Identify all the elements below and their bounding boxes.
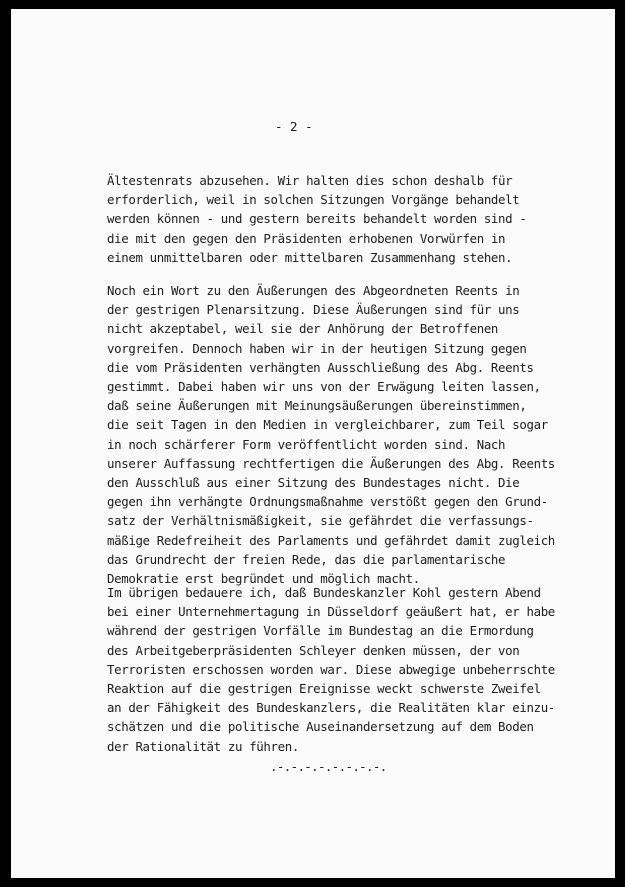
text-line: unserer Auffassung rechtfertigen die Äußerungen des Abg. Reents <box>107 455 555 471</box>
text-line: erforderlich, weil in solchen Sitzungen Vorgänge behandelt <box>107 192 520 208</box>
text-line: bei einer Unternehmertagung in Düsseldorf geäußert hat, er habe <box>107 604 555 620</box>
text-line: gegen ihn verhängte Ordnungsmaßnahme verstößt gegen den Grund- <box>107 494 548 510</box>
text-line: einem unmittelbaren oder mittelbaren Zusammenhang stehen. <box>107 249 513 265</box>
paragraph-3 <box>107 583 555 756</box>
text-line: in noch schärferer Form veröffentlicht worden sind. Nach <box>107 436 506 452</box>
text-line: während der gestrigen Vorfälle im Bundestag an die Ermordung <box>107 623 534 639</box>
text-line: den Ausschluß aus einer Sitzung des Bundestages nicht. Die <box>107 475 520 491</box>
text-line: die seit Tagen in den Medien in vergleichbarer, zum Teil sogar <box>107 417 548 433</box>
text-line: vorgreifen. Dennoch haben wir in der heutigen Sitzung gegen <box>107 340 527 356</box>
document-page <box>11 9 615 878</box>
page-number: - 2 - <box>275 119 313 134</box>
text-line: Demokratie erst begründet und möglich macht. <box>107 571 420 587</box>
text-line: werden können - und gestern bereits behandelt worden sind - <box>107 211 527 227</box>
paragraph-1 <box>107 171 526 267</box>
end-mark: .-.-.-.-.-.-.-.-. <box>270 759 387 774</box>
text-line: Reaktion auf die gestrigen Ereignisse weckt schwerste Zweifel <box>107 681 541 697</box>
text-line: mäßige Redefreiheit des Parlaments und gefährdet damit zugleich <box>107 532 555 548</box>
text-line: die vom Präsidenten verhängten Ausschließung des Abg. Reents <box>107 359 534 375</box>
text-line: der Rationalität zu führen. <box>107 738 299 754</box>
text-line: die mit den gegen den Präsidenten erhobenen Vorwürfen in <box>107 230 506 246</box>
text-line: nicht akzeptabel, weil sie der Anhörung der Betroffenen <box>107 321 499 337</box>
text-line: Im übrigen bedauere ich, daß Bundeskanzler Kohl gestern Abend <box>107 585 541 600</box>
text-line: Terroristen erschossen worden war. Diese abwegige unbeherrschte <box>107 661 555 677</box>
text-line: Noch ein Wort zu den Äußerungen des Abgeordneten Reents in <box>107 283 520 298</box>
text-line: an der Fähigkeit des Bundeskanzlers, die Realitäten klar einzu- <box>107 700 555 716</box>
text-line: gestimmt. Dabei haben wir uns von der Erwägung leiten lassen, <box>107 379 541 395</box>
text-line: schätzen und die politische Auseinandersetzung auf dem Boden <box>107 719 534 735</box>
text-line: das Grundrecht der freien Rede, das die parlamentarische <box>107 551 506 567</box>
text-line: des Arbeitgeberpräsidenten Schleyer denken müssen, der von <box>107 642 520 658</box>
text-line: Ältestenrats abzusehen. Wir halten dies schon deshalb für <box>107 173 513 188</box>
text-line: der gestrigen Plenarsitzung. Diese Äußerungen sind für uns <box>107 302 520 318</box>
paragraph-2 <box>107 281 555 588</box>
text-line: daß seine Äußerungen mit Meinungsäußerungen übereinstimmen, <box>107 398 527 414</box>
text-line: satz der Verhältnismäßigkeit, sie gefährdet die verfassungs- <box>107 513 534 529</box>
